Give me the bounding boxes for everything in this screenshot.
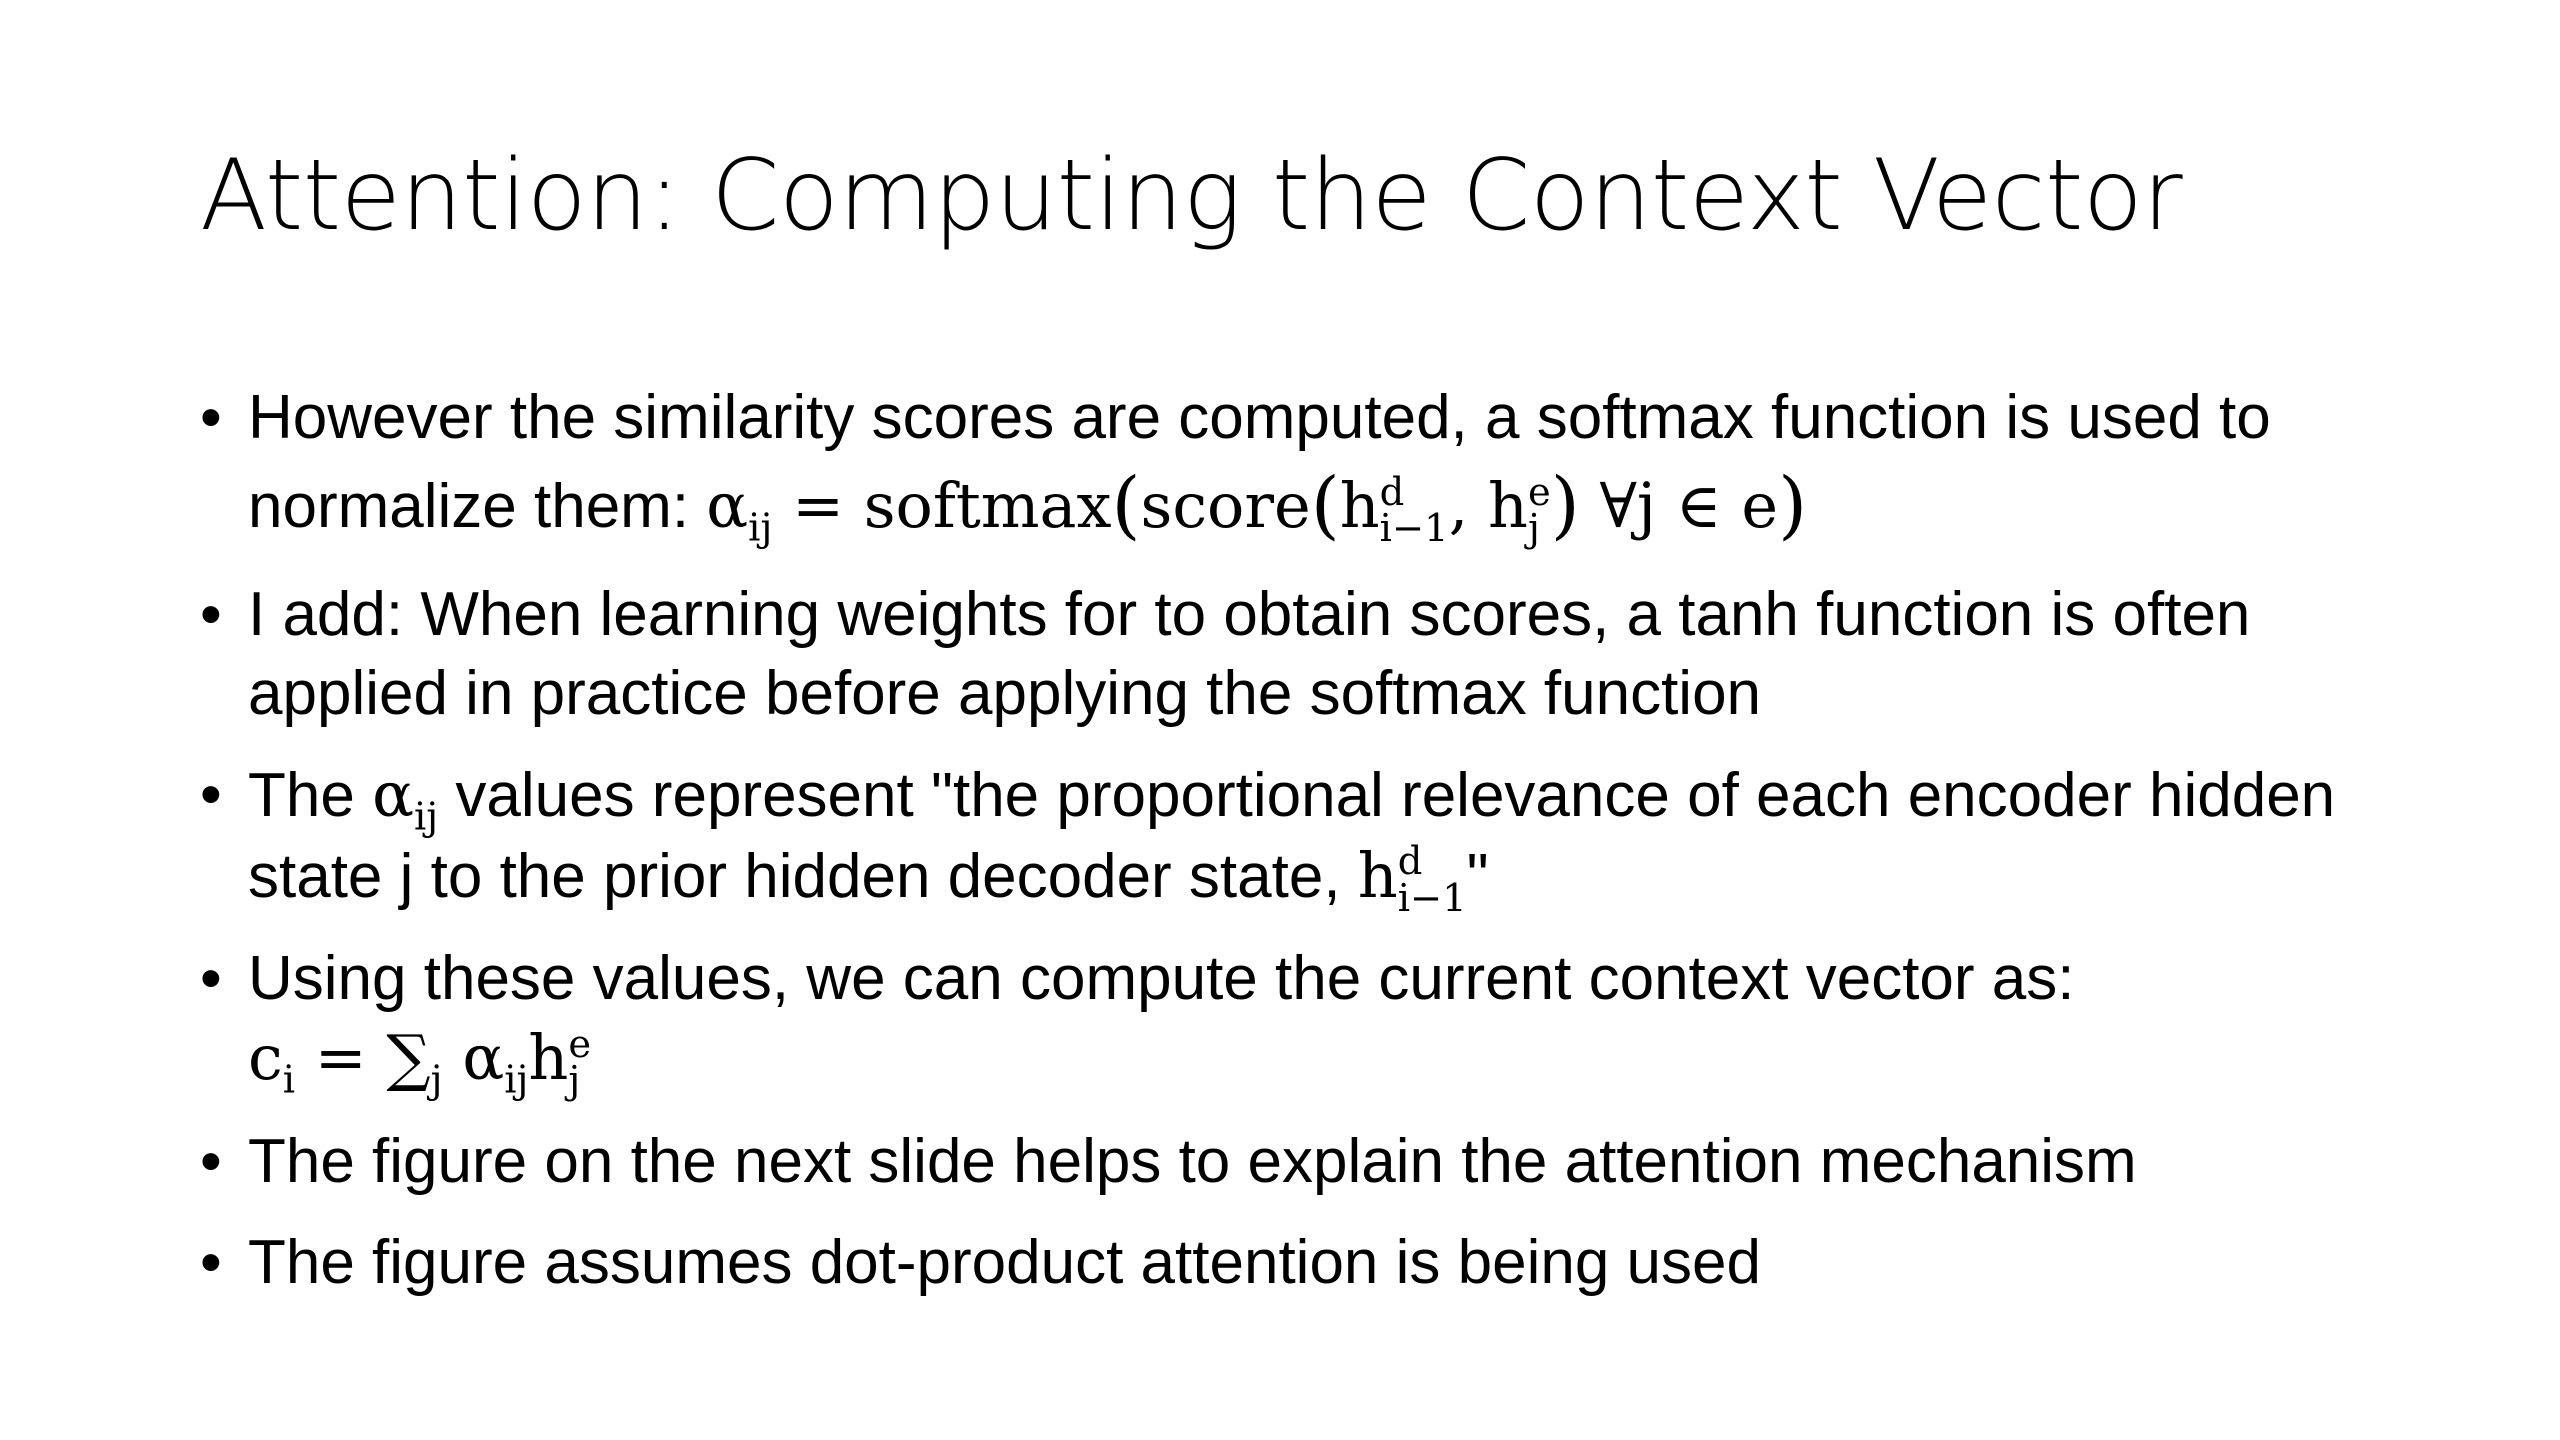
e-superscript: e [1527,469,1551,515]
j-subscript-h: j [568,1058,581,1104]
forall-clause: ∀j ∈ e [1579,469,1779,543]
bullet-alpha-meaning [200,755,2400,921]
h-decoder-indices [1379,469,1449,552]
h-decoder-inline [1357,838,1467,921]
slide-title: Attention: Computing the Context Vector [200,139,2183,253]
i-subscript: i [282,1057,296,1103]
bullet-tanh-note [200,575,2400,734]
bullet-dot-product-assumption [200,1223,2400,1302]
d-superscript: d [1379,469,1405,515]
bullet-text: The figure on the next slide helps to explain the attention mechanism [248,1126,2137,1196]
ij-subscript: ij [748,505,773,551]
h-symbol: h [1357,838,1398,912]
equals-sign: = [295,1021,387,1095]
bullet-text: Using these values, we can compute the current context vector as: [248,944,2075,1014]
close-paren-inner: ) [1550,461,1580,549]
h-symbol: h [528,1021,569,1095]
score-word: score [1140,469,1311,543]
open-paren: ( [1111,461,1141,549]
h-decoder-indices [1397,838,1467,921]
d-superscript: d [1397,838,1423,884]
e-superscript: e [568,1021,592,1067]
bullet-text: However the similarity scores are computed, a softmax function is used to normalize them: [248,383,2271,542]
h-symbol: h [1339,469,1380,543]
bullet-next-slide-figure [200,1122,2400,1201]
softmax-formula [706,461,1808,552]
bullet-text: I add: When learning weights for to obtain scores, a tanh function is often applied in practice before applying the softmax function [248,579,2251,728]
comma: , [1448,469,1489,543]
closing-quote: " [1466,841,1489,911]
h-encoder-indices [1527,469,1551,552]
i-minus-1-subscript: i−1 [1379,506,1449,552]
alpha-symbol: α [462,1021,505,1095]
ij-subscript: ij [504,1057,529,1103]
bullet-text: The figure assumes dot-product attention is being used [248,1228,1762,1298]
bullet-text-continued: values represent "the proportional relevance of each encoder hidden state j to the prior hidden decoder state, [248,761,2336,911]
softmax-word: softmax [863,469,1112,543]
alpha-symbol: α [706,469,749,543]
c-symbol: c [248,1021,283,1095]
h-encoder-indices [568,1021,592,1104]
j-subscript: j [430,1057,443,1103]
bullet-softmax-normalization [200,378,2400,553]
close-paren: ) [1778,461,1808,549]
sum-symbol: ∑ [386,1021,431,1095]
bullet-list [200,378,2400,1324]
context-vector-formula [248,1021,592,1104]
bullet-context-vector [200,939,2400,1104]
h-symbol-encoder: h [1488,469,1528,543]
alpha-symbol: α [372,758,414,832]
bullet-text: The [248,761,373,831]
alpha-ij-inline [372,758,439,840]
j-subscript: j [1527,506,1540,552]
i-minus-1-subscript: i−1 [1397,875,1467,921]
ij-subscript: ij [413,794,439,840]
open-paren-inner: ( [1310,461,1340,549]
equals-sign: = [772,469,864,543]
